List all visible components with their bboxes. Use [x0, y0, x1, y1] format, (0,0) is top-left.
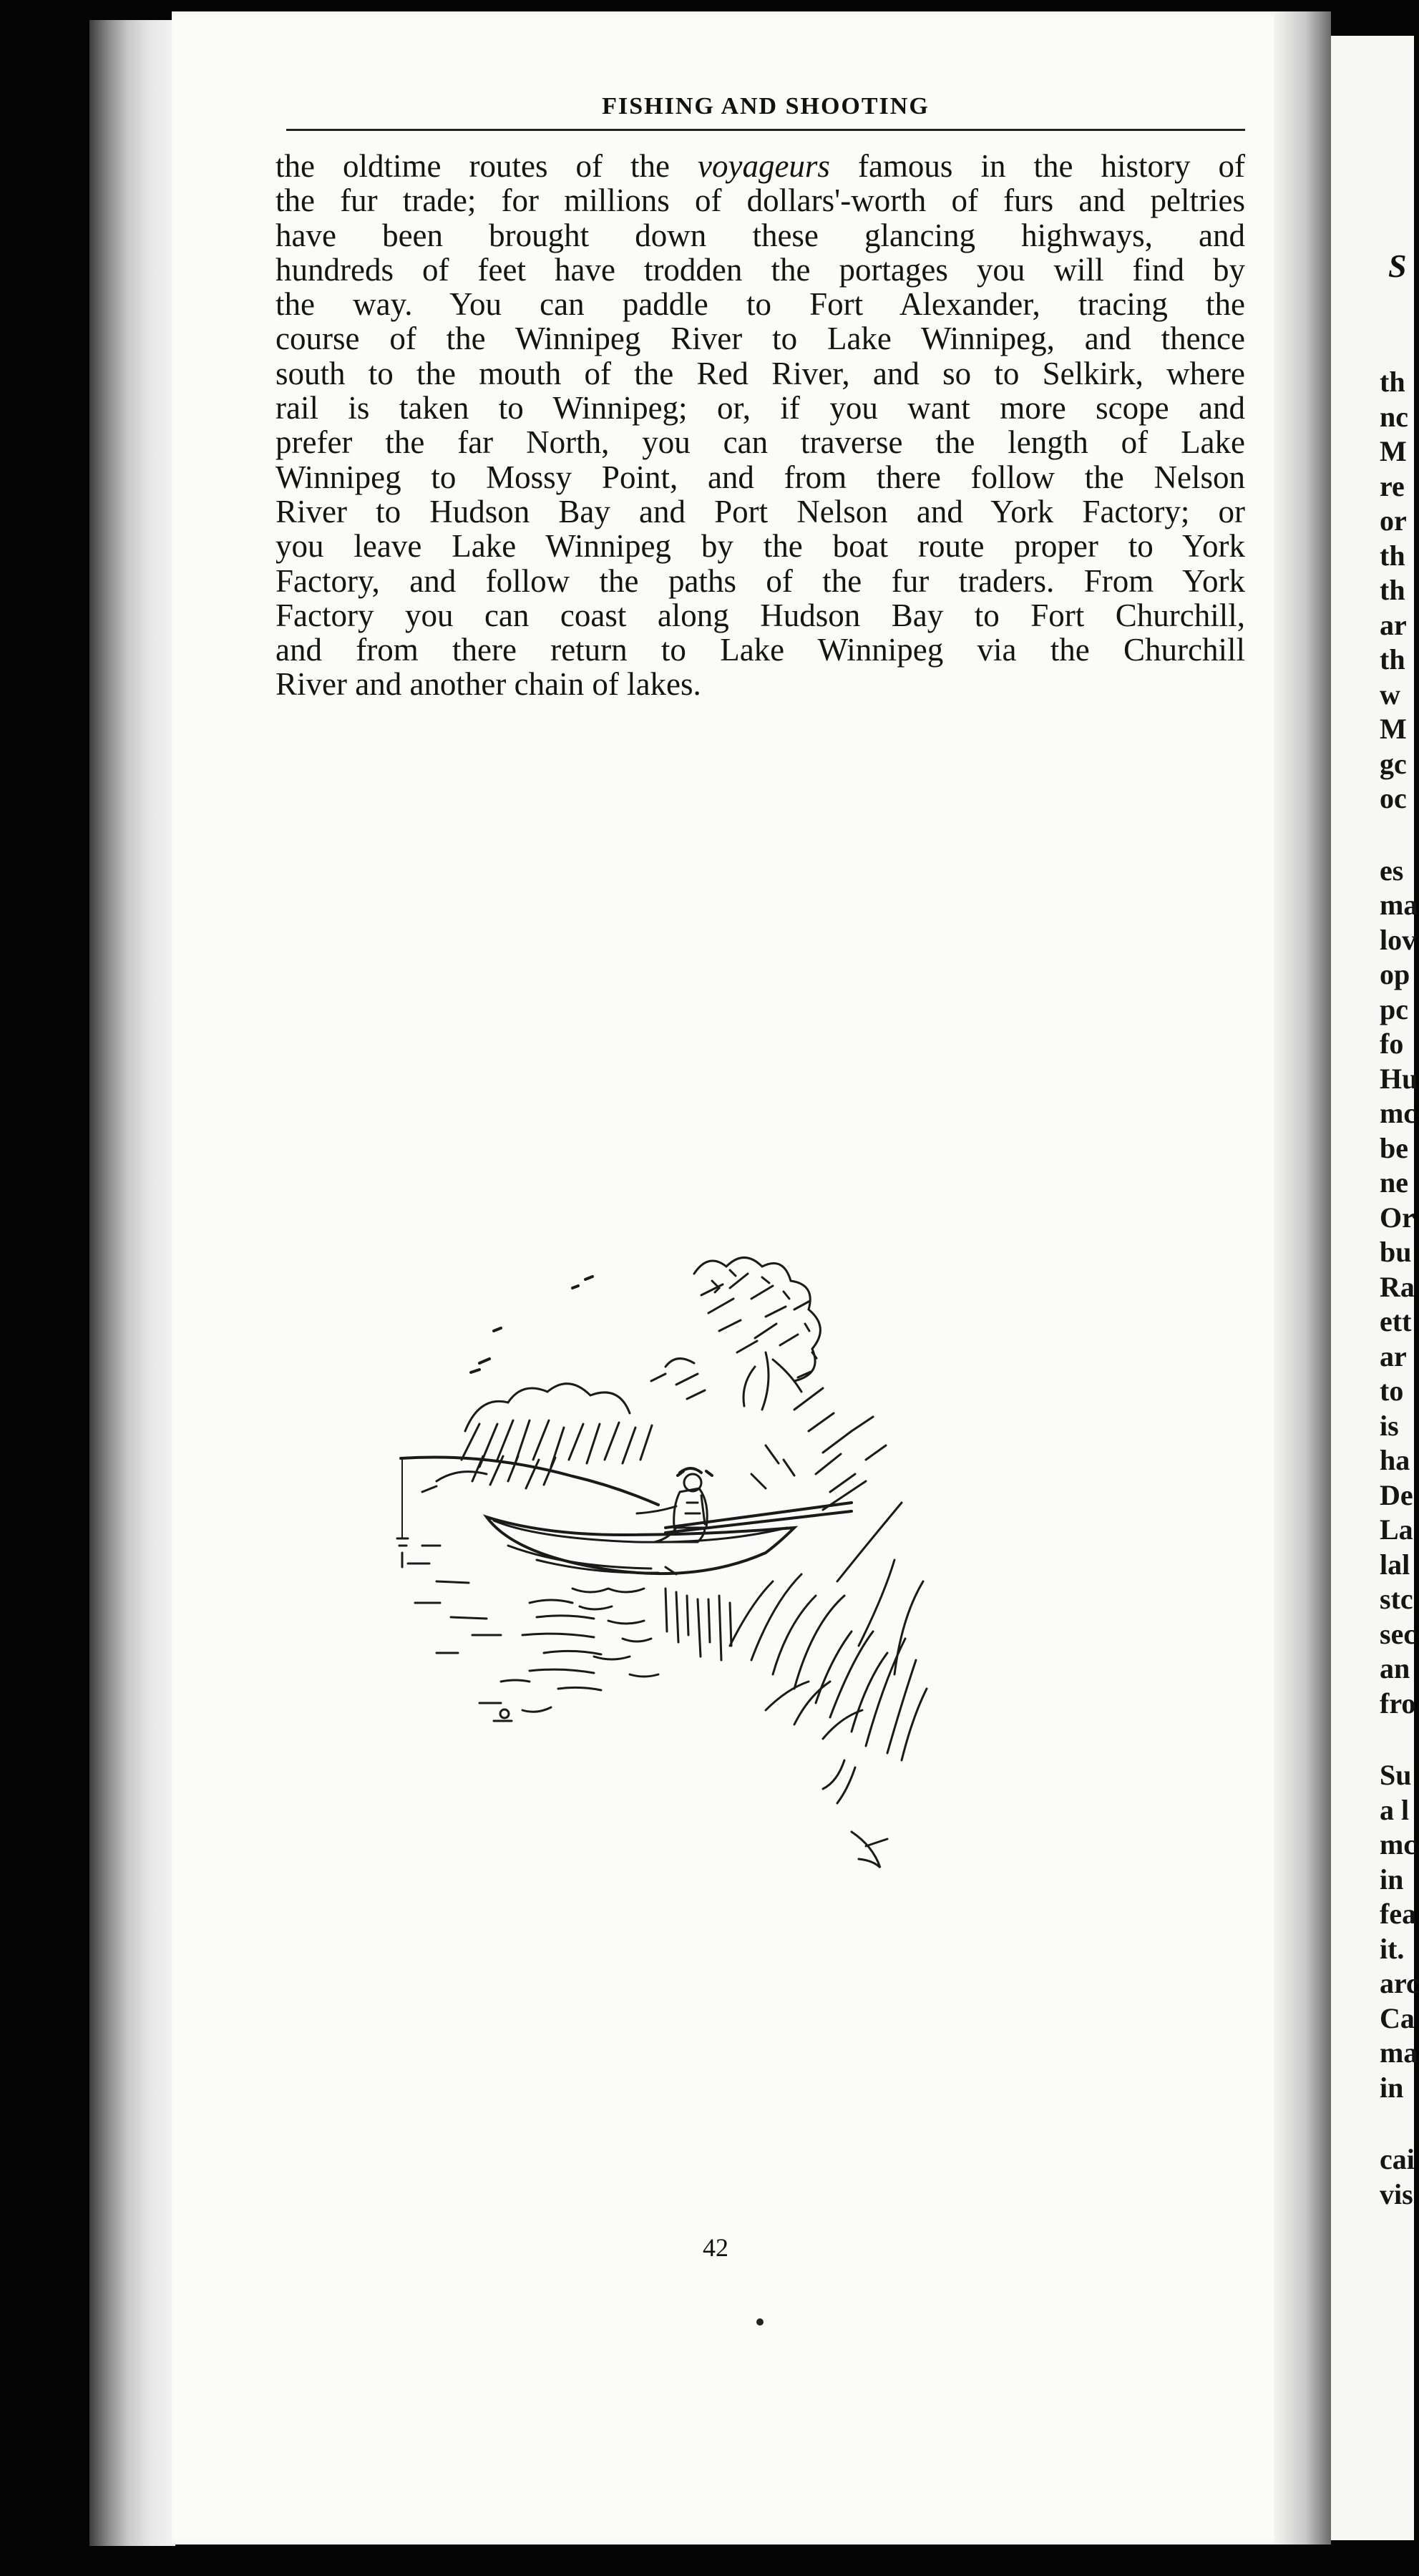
next-page-line-fragment [1380, 2105, 1414, 2142]
body-line [275, 633, 1245, 667]
next-page-line-fragment: or [1380, 504, 1407, 537]
next-page-line-fragment: ha [1380, 1444, 1410, 1476]
next-page-line-fragment: ma [1380, 2036, 1418, 2069]
body-line [275, 218, 1245, 253]
body-line [275, 425, 1245, 459]
body-text-run: the way. You can paddle to Fort Alexander, tracing the [275, 286, 1245, 323]
next-page-line-fragment: fea [1380, 1898, 1417, 1930]
body-text-run: Winnipeg to Mossy Point, and from there follow the Nelson [275, 459, 1245, 495]
body-line [275, 529, 1245, 563]
page-number: 42 [703, 2233, 728, 2262]
next-page-line-fragment: th [1380, 366, 1405, 398]
next-page-line-fragment: M [1380, 435, 1407, 467]
page-mark-dot [756, 2318, 764, 2326]
next-page-line-fragment: ne [1380, 1166, 1408, 1199]
body-line [275, 287, 1245, 321]
body-line [275, 598, 1245, 633]
italic-term: voyageurs [698, 148, 830, 184]
next-page-line-fragment: lal [1380, 1548, 1410, 1581]
body-text-run: have been brought down these glancing highways, and [275, 217, 1245, 253]
next-page-line-fragment: arc [1380, 1967, 1419, 1999]
next-page-line-fragment: in [1380, 1863, 1404, 1896]
running-head: FISHING AND SHOOTING [602, 93, 930, 119]
body-text-run: and from there return to Lake Winnipeg via the Churchill [275, 632, 1245, 668]
body-text-run: Factory you can coast along Hudson Bay to Fort Churchill, [275, 597, 1245, 633]
body-line [275, 253, 1245, 287]
body-line [275, 391, 1245, 425]
body-text-run: prefer the far North, you can traverse the length of Lake [275, 424, 1245, 461]
next-page-line-fragment: vis [1380, 2177, 1413, 2210]
next-page-line-fragment: in [1380, 2071, 1404, 2104]
next-page-heading-fragment: S [1388, 248, 1407, 284]
next-page-line-fragment: mc [1380, 1097, 1417, 1129]
body-text-run: the oldtime routes of the [275, 148, 698, 184]
body-line [275, 356, 1245, 391]
next-page-line-fragment: re [1380, 469, 1405, 502]
next-page-line-fragment: is [1380, 1409, 1399, 1442]
body-text-run: River to Hudson Bay and Port Nelson and York Factory; or [275, 493, 1245, 530]
next-page-line-fragment [1380, 816, 1414, 854]
next-page-line-fragment: gc [1380, 747, 1407, 780]
next-page-line-fragment: it. [1380, 1932, 1405, 1965]
next-page-line-fragment [1380, 1721, 1414, 1758]
next-page-line-fragment: La [1380, 1513, 1413, 1546]
body-text-run: course of the Winnipeg River to Lake Winnipeg, and thence [275, 321, 1245, 357]
fisherman-in-boat-illustration [394, 1245, 1073, 1925]
book-gutter [1274, 11, 1331, 2545]
header-rule [286, 129, 1245, 131]
next-page-line-fragment: pc [1380, 992, 1408, 1025]
body-text-run: hundreds of feet have trodden the portages you will find by [275, 251, 1245, 288]
body-line [275, 149, 1245, 183]
next-page-text-fragment [1380, 365, 1419, 2212]
body-text-run: famous in the history of [829, 148, 1245, 184]
body-text-run: you leave Lake Winnipeg by the boat route proper to York [275, 528, 1245, 565]
next-page-line-fragment: ar [1380, 608, 1407, 641]
next-page-line-fragment: op [1380, 958, 1410, 990]
body-text-run: the fur trade; for millions of dollars'-worth of furs and peltries [275, 182, 1245, 219]
next-page-line-fragment: to [1380, 1375, 1404, 1407]
body-line [275, 183, 1245, 218]
next-page-line-fragment: be [1380, 1131, 1408, 1164]
next-page-line-fragment: Or [1380, 1201, 1415, 1234]
next-page-line-fragment: stc [1380, 1583, 1413, 1615]
next-page-line-fragment: th [1380, 539, 1405, 572]
next-page-line-fragment: oc [1380, 782, 1407, 814]
next-page-line-fragment: w [1380, 678, 1400, 711]
next-page-line-fragment: nc [1380, 400, 1408, 433]
body-line [275, 564, 1245, 598]
body-paragraph [275, 149, 1245, 702]
next-page-line-fragment: an [1380, 1652, 1410, 1684]
next-page-line-fragment: fo [1380, 1028, 1404, 1060]
next-page-line-fragment: M [1380, 713, 1407, 745]
body-line [275, 667, 1245, 701]
book-spine-edge [89, 20, 175, 2546]
next-page-line-fragment: cai [1380, 2143, 1415, 2175]
next-page-line-fragment: mc [1380, 1828, 1417, 1860]
next-page-line-fragment: ar [1380, 1340, 1407, 1372]
next-page-line-fragment: ma [1380, 889, 1418, 921]
body-line [275, 494, 1245, 529]
body-text-run: Factory, and follow the paths of the fur traders. From York [275, 562, 1245, 599]
next-page-line-fragment: Hu [1380, 1062, 1418, 1095]
next-page-line-fragment: fro [1380, 1687, 1416, 1719]
body-line [275, 321, 1245, 356]
next-page-line-fragment: ett [1380, 1305, 1412, 1337]
next-page-line-fragment: sec [1380, 1617, 1417, 1650]
next-page-line-fragment: es [1380, 854, 1404, 887]
body-text-run: rail is taken to Winnipeg; or, if you want more scope and [275, 390, 1245, 426]
next-page-line-fragment: Ra [1380, 1270, 1415, 1303]
body-text-run: River and another chain of lakes. [275, 666, 701, 703]
body-line [275, 460, 1245, 494]
next-page-line-fragment: Ca [1380, 2001, 1415, 2034]
next-page-line-fragment: th [1380, 643, 1405, 675]
next-page-line-fragment: lov [1380, 923, 1417, 956]
next-page-line-fragment: th [1380, 574, 1405, 606]
body-text-run: south to the mouth of the Red River, and so to Selkirk, where [275, 355, 1245, 391]
next-page-line-fragment: bu [1380, 1236, 1412, 1268]
next-page-line-fragment: De [1380, 1478, 1413, 1511]
next-page-line-fragment: a l [1380, 1793, 1410, 1826]
next-page-line-fragment: Su [1380, 1759, 1412, 1791]
